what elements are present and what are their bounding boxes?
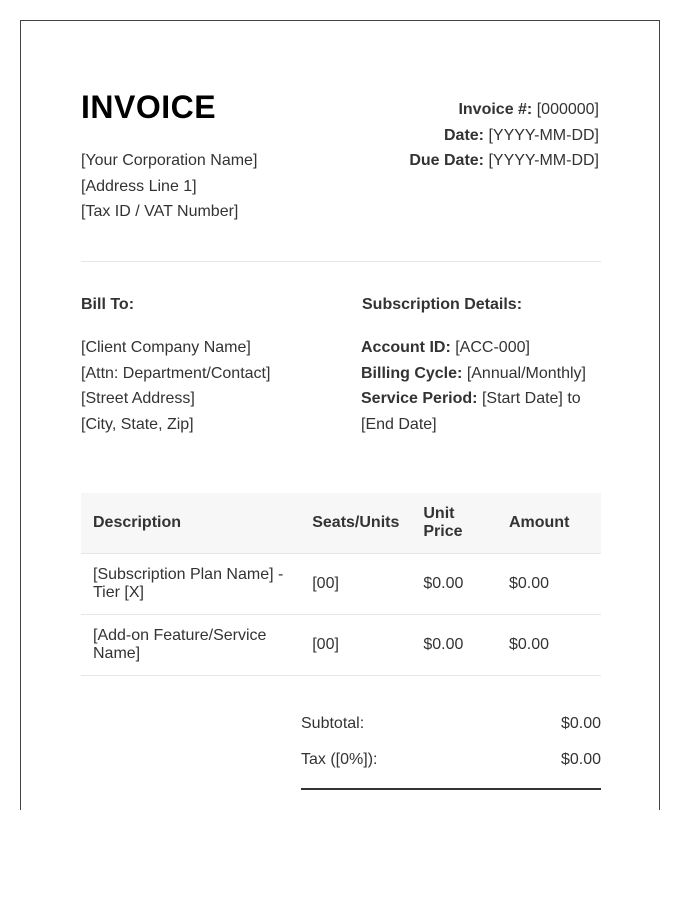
table-row bbox=[81, 554, 601, 615]
row-seats: [00] bbox=[300, 615, 411, 676]
due-date-value: [YYYY-MM-DD] bbox=[488, 152, 599, 169]
company-info bbox=[81, 148, 257, 225]
row-unit-price: $0.00 bbox=[411, 615, 497, 676]
subscription-block bbox=[361, 335, 601, 437]
invoice-number-label: Invoice #: bbox=[458, 101, 533, 118]
client-company: [Client Company Name] bbox=[81, 339, 251, 356]
subtotal-row bbox=[301, 711, 601, 747]
invoice-page bbox=[20, 20, 660, 810]
account-id-label: Account ID: bbox=[361, 339, 451, 356]
invoice-title: INVOICE bbox=[81, 89, 217, 125]
service-period-row bbox=[361, 386, 601, 437]
invoice-meta bbox=[409, 97, 599, 174]
totals-divider bbox=[301, 788, 601, 790]
invoice-date-label: Date: bbox=[444, 126, 485, 144]
header-amount: Amount bbox=[497, 493, 601, 554]
invoice-number-value: [000000] bbox=[536, 101, 599, 118]
header-description: Description bbox=[81, 493, 300, 554]
totals-block bbox=[301, 711, 601, 783]
company-address: [Address Line 1] bbox=[81, 177, 197, 195]
table-row bbox=[81, 615, 601, 676]
subscription-heading: Subscription Details: bbox=[362, 296, 523, 313]
tax-label: Tax ([0%]): bbox=[301, 751, 378, 768]
line-items-table bbox=[81, 493, 601, 676]
row-unit-price: $0.00 bbox=[411, 554, 497, 615]
billing-cycle-row bbox=[361, 361, 601, 387]
bill-to-heading: Bill To: bbox=[81, 296, 135, 313]
header-seats: Seats/Units bbox=[300, 493, 411, 554]
client-street: [Street Address] bbox=[81, 390, 195, 407]
company-name: [Your Corporation Name] bbox=[81, 152, 258, 169]
billing-cycle-value: [Annual/Monthly] bbox=[466, 364, 586, 382]
header-divider bbox=[81, 261, 601, 262]
service-period-label: Service Period: bbox=[361, 390, 478, 407]
account-id-value: [ACC-000] bbox=[455, 339, 530, 356]
service-period-value: [Start Date] to [End Date] bbox=[361, 390, 581, 433]
tax-row bbox=[301, 747, 601, 783]
invoice-date-row bbox=[409, 123, 599, 149]
row-description: [Add-on Feature/Service Name] bbox=[81, 615, 300, 676]
tax-value: $0.00 bbox=[560, 751, 601, 768]
due-date-row bbox=[409, 148, 599, 174]
row-seats: [00] bbox=[300, 554, 411, 615]
row-description: [Subscription Plan Name] - Tier [X] bbox=[81, 554, 300, 615]
header-unit-price: Unit Price bbox=[411, 493, 497, 554]
billing-cycle-label: Billing Cycle: bbox=[361, 364, 463, 382]
row-amount: $0.00 bbox=[497, 554, 601, 615]
invoice-number-row bbox=[409, 97, 599, 123]
table-header-row bbox=[81, 493, 601, 554]
account-id-row bbox=[361, 335, 601, 361]
due-date-label: Due Date: bbox=[409, 152, 485, 169]
client-city: [City, State, Zip] bbox=[81, 415, 194, 433]
row-amount: $0.00 bbox=[497, 615, 601, 676]
subtotal-label: Subtotal: bbox=[301, 715, 365, 732]
subtotal-value: $0.00 bbox=[560, 715, 601, 732]
company-tax-id: [Tax ID / VAT Number] bbox=[81, 203, 239, 220]
invoice-date-value: [YYYY-MM-DD] bbox=[488, 126, 599, 144]
bill-to-block bbox=[81, 335, 270, 437]
client-attn: [Attn: Department/Contact] bbox=[81, 364, 271, 382]
